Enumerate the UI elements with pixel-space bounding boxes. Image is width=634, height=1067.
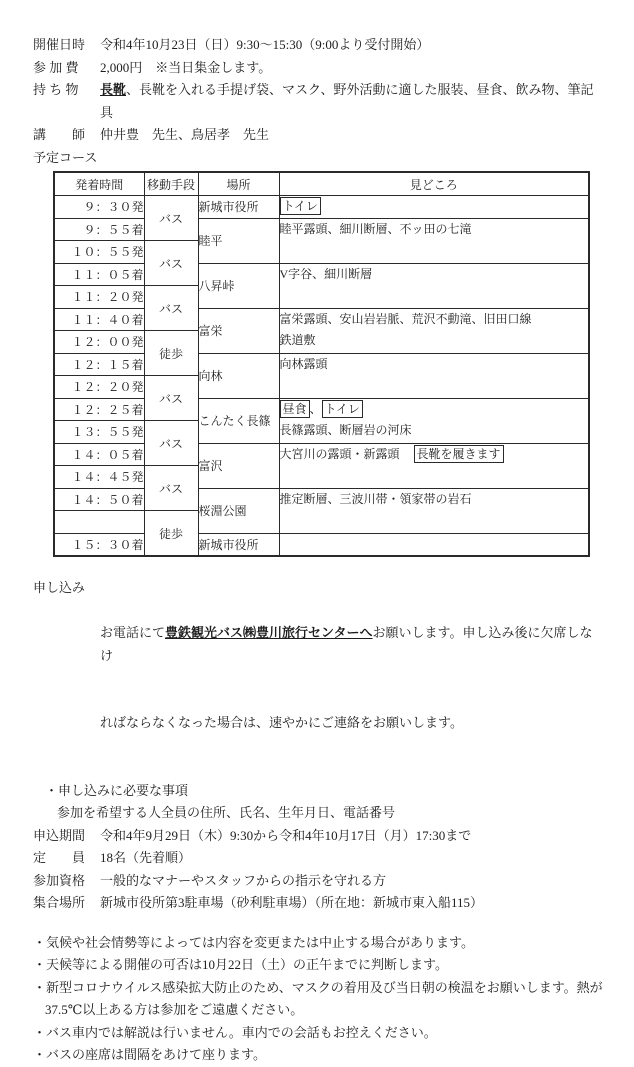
highlight-cell: 睦平露頭、細川断層、不ッ田の七滝 [279, 218, 589, 263]
highlight-cell: 推定断層、三波川帯・領家帯の岩石 [279, 488, 589, 533]
fee-value: 2,000円 ※当日集金します。 [100, 59, 272, 75]
note-weather-change: ・気候や社会情勢等によっては内容を変更または中止する場合があります。 [33, 934, 474, 950]
time-cell: １２：２０発 [54, 376, 144, 399]
transport-cell: バス [144, 241, 198, 286]
event-datetime-value: 令和4年10月23日（日）9:30～15:30（9:00より受付開始） [100, 37, 430, 52]
application-value [100, 577, 604, 780]
transport-cell: バス [144, 196, 198, 241]
eligibility-value: 一般的なマナーやスタッフからの指示を守れる方 [100, 872, 387, 888]
place-cell: 富沢 [198, 443, 279, 488]
items-value [100, 79, 604, 124]
capacity-value: 18名（先着順） [100, 850, 192, 865]
highlight-cell: 向林露頭 [279, 353, 589, 398]
time-cell: １２：００発 [54, 331, 144, 354]
time-cell: １１：４０着 [54, 308, 144, 331]
meeting-place-label: 集合場所 [33, 895, 86, 910]
transport-cell: バス [144, 466, 198, 511]
application-pre: お電話にて [100, 625, 166, 640]
course-table [53, 171, 590, 557]
required-items-title: ・申し込みに必要な事項 [45, 782, 189, 798]
toilet-box: トイレ [322, 400, 363, 418]
time-cell: １２：２５着 [54, 398, 144, 421]
capacity-label: 定 員 [33, 850, 86, 865]
application-label: 申し込み [33, 580, 86, 595]
required-items-detail: 参加を希望する人全員の住所、氏名、生年月日、電話番号 [57, 805, 396, 820]
application-section [33, 577, 604, 915]
lunch-box: 昼食 [280, 400, 310, 418]
meeting-place-line [33, 892, 604, 915]
place-cell: 富栄 [198, 308, 279, 353]
application-period-label: 申込期間 [33, 827, 86, 843]
transport-cell: バス [144, 421, 198, 466]
course-title: 予定コース [33, 149, 98, 165]
column-header-highlight: 見どころ [279, 172, 589, 196]
time-cell: １４：０５着 [54, 443, 144, 466]
time-cell: ９：５５着 [54, 218, 144, 241]
table-row [54, 308, 589, 331]
event-datetime-label: 開催日時 [33, 37, 86, 52]
application-text-line1 [100, 622, 604, 667]
application-post: お願いします。申し込み後に欠席しなけ [100, 625, 593, 663]
time-cell [54, 511, 144, 534]
table-row [54, 353, 589, 376]
instructors-line [33, 124, 604, 147]
highlight-text: 長篠露頭、断層岩の河床 [279, 422, 412, 437]
column-header-place: 場所 [198, 172, 279, 196]
boots-notice-box: 長靴を履きます [414, 445, 504, 463]
highlight-cell [279, 398, 589, 443]
separator: 、 [309, 401, 322, 416]
note-covid-line2: 37.5℃以上ある方は参加をご遠慮ください。 [45, 1002, 304, 1017]
fee-line [33, 57, 604, 80]
column-header-time: 発着時間 [54, 172, 144, 196]
transport-cell: 徒歩 [144, 511, 198, 557]
place-cell: こんたく長篠 [198, 398, 279, 443]
table-row [54, 533, 589, 556]
instructors-label: 講 師 [33, 127, 86, 142]
application-period-line [33, 825, 604, 848]
toilet-box: トイレ [280, 197, 321, 215]
transport-cell: 徒歩 [144, 331, 198, 376]
note-bus-seats: ・バスの座席は間隔をあけて座ります。 [33, 1047, 266, 1062]
place-cell: 新城市役所 [198, 196, 279, 219]
table-row [54, 263, 589, 286]
highlight-cell [279, 443, 589, 488]
highlight-cell [279, 196, 589, 219]
notes-section [33, 932, 604, 1067]
note-go-decision: ・天候等による開催の可否は10月22日（土）の正午までに判断します。 [33, 957, 448, 972]
table-row [54, 488, 589, 511]
place-cell: 向林 [198, 353, 279, 398]
items-label: 持 ち 物 [33, 82, 79, 97]
table-header-row [54, 172, 589, 196]
transport-cell: バス [144, 376, 198, 421]
time-cell: １４：４５発 [54, 466, 144, 489]
time-cell: １０：５５発 [54, 241, 144, 264]
application-period-value: 令和4年9月29日（木）9:30から令和4年10月17日（月）17:30まで [100, 827, 472, 843]
place-cell: 睦平 [198, 218, 279, 263]
time-cell: １３：５５発 [54, 421, 144, 444]
capacity-line [33, 847, 604, 870]
time-cell: ９：３０発 [54, 196, 144, 219]
meeting-place-value: 新城市役所第3駐車場（砂利駐車場）（所在地：新城市東入船115） [100, 895, 484, 910]
time-cell: １４：５０着 [54, 488, 144, 511]
eligibility-line [33, 870, 604, 893]
note-bus-talk: ・バス車内では解説は行いません。車内での会話もお控えください。 [33, 1024, 437, 1040]
items-line [33, 79, 604, 124]
application-text-line2: ればならなくなった場合は、速やかにご連絡をお願いします。 [100, 715, 463, 730]
time-cell: １１：０５着 [54, 263, 144, 286]
table-row [54, 443, 589, 466]
note-covid-line1: ・新型コロナウイルス感染拡大防止のため、マスクの着用及び当日朝の検温をお願いします。熱が [33, 979, 603, 995]
items-rest: 、長靴を入れる手提げ袋、マスク、野外活動に適した服装、昼食、飲み物、筆記具 [100, 82, 594, 120]
time-cell: １１：２０発 [54, 286, 144, 309]
place-cell: 新城市役所 [198, 533, 279, 556]
table-row [54, 196, 589, 219]
application-line [33, 577, 604, 780]
time-cell: １５：３０着 [54, 533, 144, 556]
table-row [54, 398, 589, 421]
boots-emphasis: 長靴 [100, 82, 127, 97]
fee-label: 参 加 費 [33, 59, 79, 75]
column-header-transport: 移動手段 [144, 172, 198, 196]
highlight-text: 富栄露頭、安山岩岩脈、荒沢不動滝、旧田口線 [279, 311, 532, 326]
instructors-value: 仲井豊 先生、鳥居孝 先生 [100, 127, 270, 142]
highlight-cell: V字谷、細川断層 [279, 263, 589, 308]
highlight-text: 鉄道敷 [279, 332, 316, 347]
travel-center-emphasis: 豊鉄観光バス㈱豊川旅行センターへ [165, 625, 373, 640]
highlight-cell [279, 308, 589, 353]
table-row [54, 218, 589, 241]
transport-cell: バス [144, 286, 198, 331]
place-cell: 八昇峠 [198, 263, 279, 308]
eligibility-label: 参加資格 [33, 872, 86, 888]
highlight-cell [279, 533, 589, 556]
highlight-text: 大宮川の露頭・新露頭 [279, 446, 400, 461]
event-datetime-line [33, 34, 604, 57]
place-cell: 桜淵公園 [198, 488, 279, 533]
time-cell: １２：１５着 [54, 353, 144, 376]
